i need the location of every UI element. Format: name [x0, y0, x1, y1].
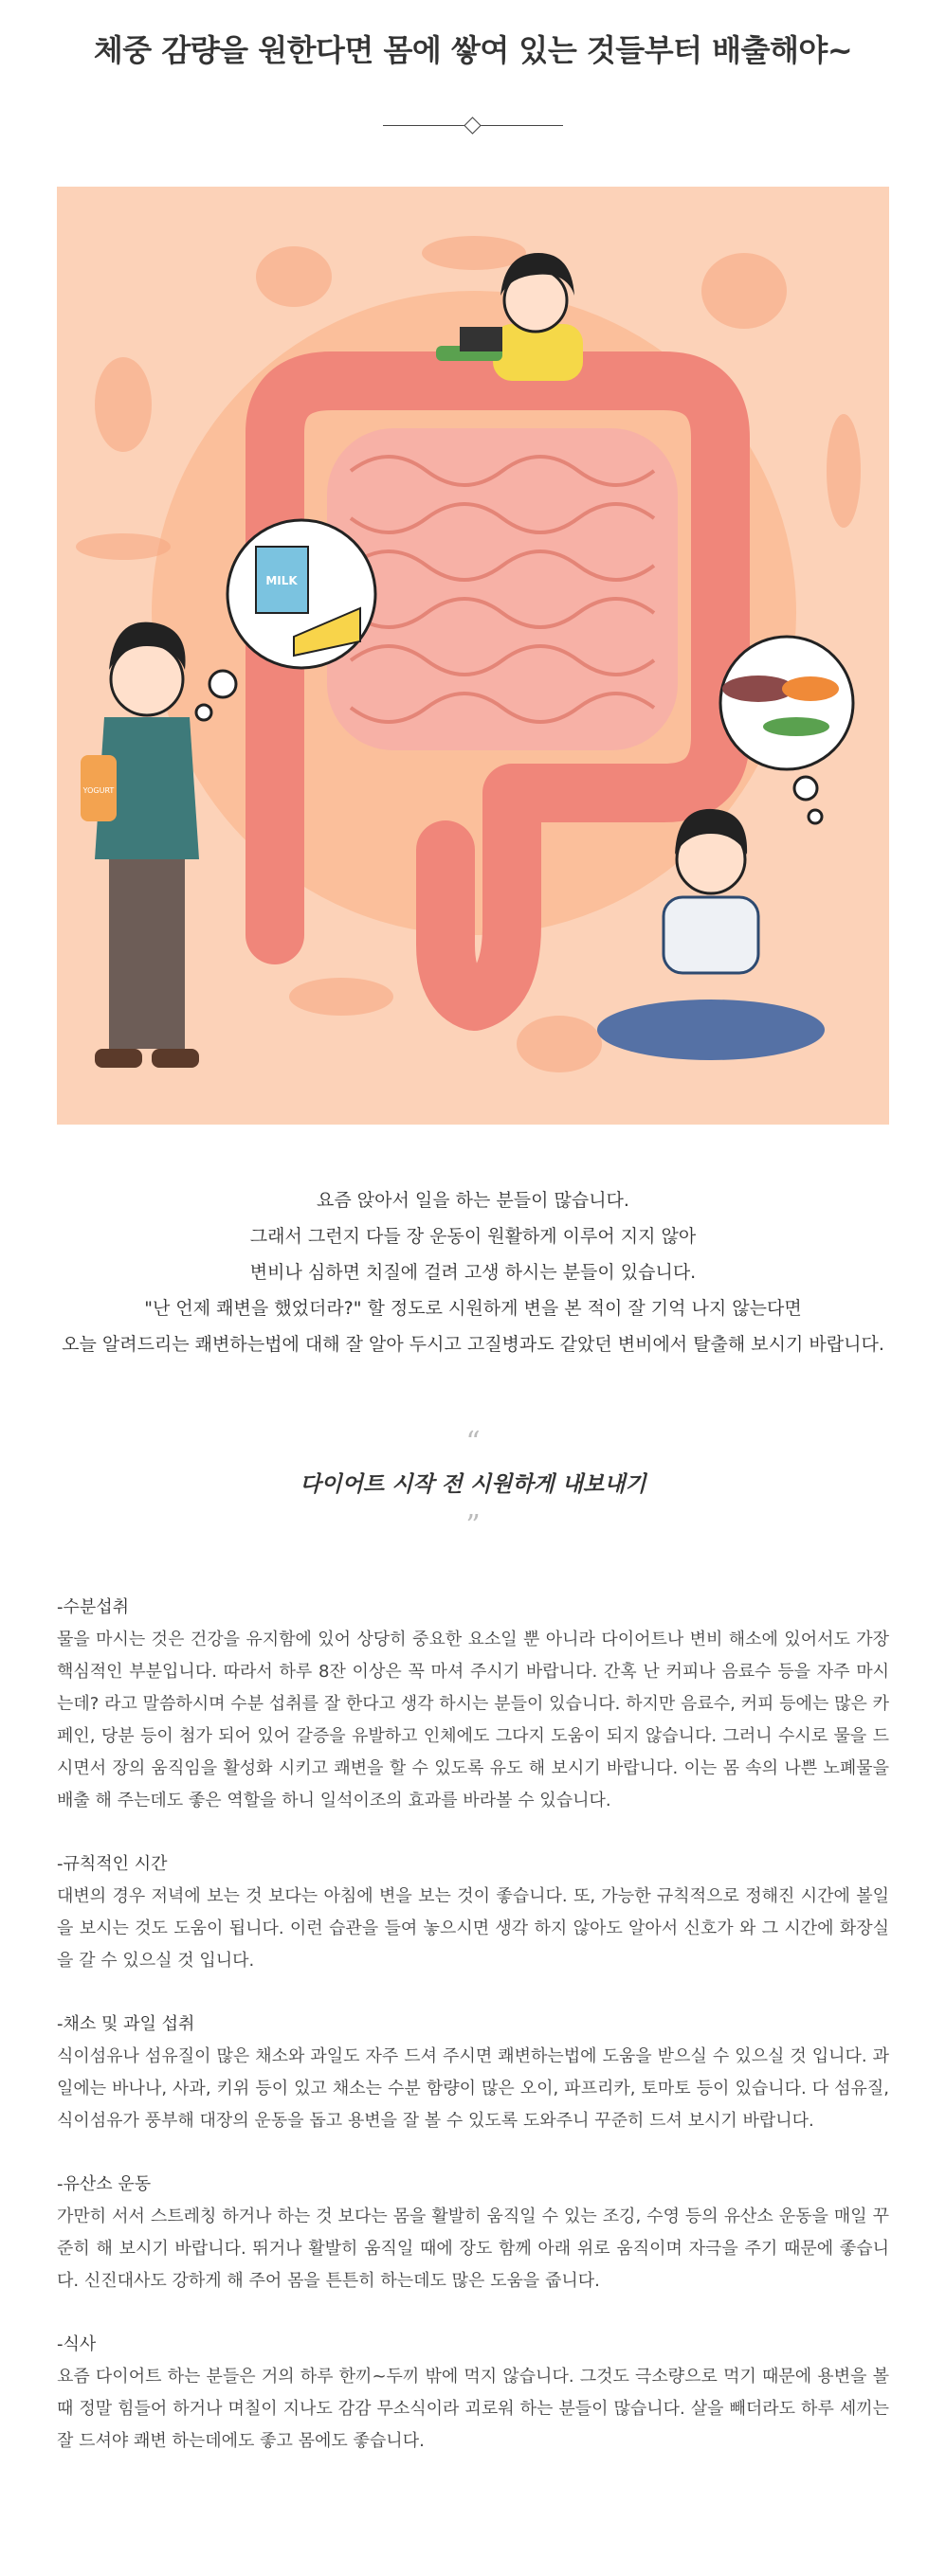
man-shoe-left [95, 1049, 142, 1068]
divider-diamond-icon [464, 117, 481, 134]
close-quote-icon: ” [465, 1509, 481, 1542]
pea-pod-icon [763, 717, 829, 736]
intro-line: 요즘 앉아서 일을 하는 분들이 많습니다. [317, 1190, 629, 1211]
section-meals [57, 2329, 889, 2458]
sweet-potato-doodle-icon [422, 236, 526, 270]
section-vegetables-fruit [57, 2009, 889, 2137]
man-left [81, 622, 199, 1068]
man-shoe-right [152, 1049, 199, 1068]
intro-line: "난 언제 쾌변을 했었더라?" 할 정도로 시원하게 변을 본 적이 잘 기억 나지 않는다면 [144, 1298, 802, 1319]
section-water-intake [57, 1592, 889, 1817]
section-heading: -식사 [57, 2334, 97, 2354]
page-title: 체중 감량을 원한다면 몸에 쌓여 있는 것들부터 배출해야~ [93, 32, 853, 68]
section-regular-time [57, 1848, 889, 1977]
girl-striped-shirt [664, 897, 758, 973]
title-divider [383, 118, 563, 134]
pea-doodle-icon [76, 533, 171, 560]
book-icon [460, 327, 502, 351]
bubble-circle [720, 637, 853, 769]
illustration-svg [57, 187, 889, 1125]
girl-jeans [597, 1000, 825, 1060]
open-quote-icon: “ [465, 1426, 481, 1459]
section-body: 물을 마시는 것은 건강을 유지함에 있어 상당히 중요한 요소일 뿐 아니라 다이어트나 변비 해소에 있어서도 가장 핵심적인 부분입니다. 따라서 하루 8잔 이상은 꼭 마셔 주시기 바랍니다. 간혹 난 커피나 음료수 등을 자주 마시는데? 라고 말씀하시며 수분 섭취를 잘 한다고 생각 하시는 분들이 있습니다. 하지만 음료수, 커피 등에는 많은 카페인, 당분 등이 첨가 되어 있어 갈증을 유발하고 인체에도 그다지 도움이 되지 않습니다. 그러니 수시로 물을 드시면서 장의 움직임을 활성화 시키고 쾌변을 할 수 있도록 유도 해 보시기 바랍니다. 이는 몸 속의 나쁜 노폐물을 배출 해 주는데도 좋은 역할을 하니 일석이조의 효과를 바라볼 수 있습니다. [57, 1630, 889, 1810]
man-pants [109, 859, 185, 1049]
broccoli-doodle-icon [256, 246, 332, 307]
cabbage-doodle-icon [95, 357, 152, 452]
quote-title: 다이어트 시작 전 시원하게 내보내기 [300, 1472, 646, 1497]
section-body: 식이섬유나 섬유질이 많은 채소와 과일도 자주 드셔 주시면 쾌변하는법에 도움을 받으실 수 있으실 것 입니다. 과일에는 바나나, 사과, 키위 등이 있고 채소는 수분 함량이 많은 오이, 파프리카, 토마토 등이 있습니다. 다 섬유질, 식이섬유가 풍부해 대장의 운동을 돕고 용변을 잘 볼 수 있도록 도와주니 꾸준히 드셔 보시기 바랍니다. [57, 2046, 889, 2131]
small-intestine [327, 428, 678, 750]
section-heading: -규칙적인 시간 [57, 1854, 168, 1874]
pepper-doodle-icon [701, 253, 787, 329]
sweet-potato-bubble [720, 637, 853, 823]
section-heading: -수분섭취 [57, 1597, 130, 1617]
potato-doodle-icon [517, 1016, 602, 1072]
intro-paragraph [0, 1182, 946, 1362]
section-body: 대변의 경우 저녁에 보는 것 보다는 아침에 변을 보는 것이 좋습니다. 또, 가능한 규칙적으로 정해진 시간에 볼일을 보시는 것도 도움이 됩니다. 이런 습관을 들여 놓으시면 생각 하지 않아도 알아서 신호가 와 그 시간에 화장실을 갈 수 있으실 것 입니다. [57, 1886, 889, 1971]
intestine-illustration [57, 187, 889, 1125]
section-heading: -채소 및 과일 섭취 [57, 2014, 195, 2034]
chili-doodle-icon [827, 414, 861, 528]
jar-label: YOGURT [82, 786, 115, 795]
section-heading: -유산소 운동 [57, 2174, 152, 2194]
milk-label: MILK [265, 574, 298, 587]
section-aerobic-exercise [57, 2169, 889, 2297]
intro-line: 변비나 심하면 치질에 걸려 고생 하시는 분들이 있습니다. [249, 1262, 697, 1283]
intro-line: 그래서 그런지 다들 장 운동이 원활하게 이루어 지지 않아 [249, 1226, 697, 1247]
section-body: 가만히 서서 스트레칭 하거나 하는 것 보다는 몸을 활발히 움직일 수 있는 조깅, 수영 등의 유산소 운동을 매일 꾸준히 해 보시기 바랍니다. 뛰거나 활발히 움직일 때에 장도 함께 아래 위로 움직이며 자극을 주기 때문에 좋습니다. 신진대사도 강하게 해 주어 몸을 튼튼히 하는데도 많은 도움을 줍니다. [57, 2207, 889, 2291]
content-sections [57, 1592, 889, 2489]
section-body: 요즘 다이어트 하는 분들은 거의 하루 한끼~두끼 밖에 먹지 않습니다. 그것도 극소량으로 먹기 때문에 용변을 볼 때 정말 힘들어 하거나 며칠이 지나도 감감 무소식이라 괴로워 하는 분들이 많습니다. 살을 빼더라도 하루 세끼는 잘 드셔야 쾌변 하는데에도 좋고 몸에도 좋습니다. [57, 2367, 889, 2451]
carrot-doodle-icon [289, 978, 393, 1016]
intro-line: 오늘 알려드리는 쾌변하는법에 대해 잘 알아 두시고 고질병과도 같았던 변비에서 탈출해 보시기 바랍니다. [62, 1334, 884, 1355]
